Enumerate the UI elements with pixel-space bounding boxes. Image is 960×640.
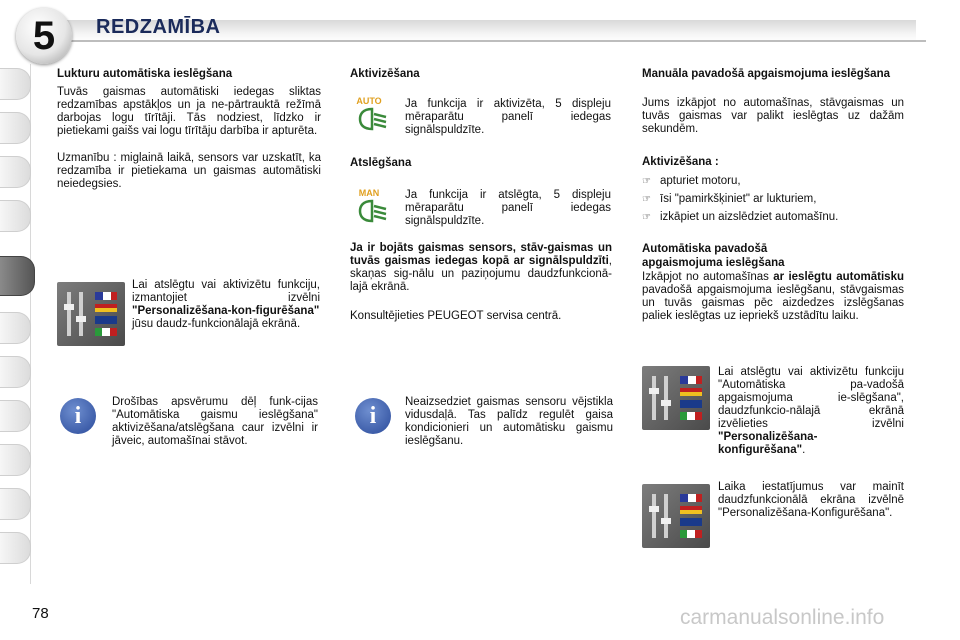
activation-step-3 [642, 211, 910, 224]
hand-pointer-icon: ☞ [642, 176, 651, 187]
side-tab-1[interactable] [0, 68, 31, 100]
man-label: MAN [358, 188, 380, 198]
menu-note-col1-menu-name: "Personalizēšana-kon-figurēšana" [132, 305, 320, 317]
menu-note-col1-tail: jūsu daudz-funkcionālajā ekrānā. [132, 318, 301, 330]
auto-follow-me-heading: Automātiska pavadošā apgaismojuma ieslēgšana [642, 243, 785, 269]
side-tab-6[interactable] [0, 312, 31, 344]
deactivation-text: Ja funkcija ir atslēgta, 5 displeju mēraparātu panelī iedegas signālspuldzīte. [405, 189, 611, 227]
side-tab-3[interactable] [0, 156, 31, 188]
side-tab-11[interactable] [0, 532, 31, 564]
deactivation-heading: Atslēgšana [350, 157, 412, 169]
side-tab-7[interactable] [0, 356, 31, 388]
man-lamp-indicator [352, 188, 396, 232]
manual-follow-me-heading: Manuāla pavadošā apgaismojuma ieslēgšana [642, 68, 890, 80]
auto-lights-heading: Lukturu automātiska ieslēgšana [57, 68, 233, 80]
activation-step-2 [642, 193, 910, 206]
sensor-fault-tail: , skaņas sig-nālu un paziņojumu daudzfunkcionā-lajā ekrānā. [350, 255, 612, 293]
manual-follow-me-paragraph: Jums izkāpjot no automašīnas, stāvgaismas un tuvās gaismas var palikt ieslēgtas uz dažām sekundēm. [642, 97, 904, 135]
page-number: 78 [32, 605, 49, 622]
auto-lights-paragraph: Tuvās gaismas automātiski iedegas sliktas redzamības apstākļos un ja ne-pārtrauktā režīmā darbojas logu tīrītāji. Tās nodziest, līdzko ir pietiekami gaišs vai logu tīrītāju darbība ir apturēta. [57, 86, 321, 137]
info-icon: i [355, 398, 391, 434]
low-beam-green-icon [352, 106, 392, 132]
personalisation-menu-icon [642, 366, 710, 430]
sliders-flags-icon [642, 484, 710, 548]
chapter-badge: 5 [16, 8, 72, 64]
side-tab-10[interactable] [0, 488, 31, 520]
activation-step-1 [642, 175, 910, 188]
side-tab-9[interactable] [0, 444, 31, 476]
hand-pointer-icon: ☞ [642, 212, 651, 223]
side-tab-2[interactable] [0, 112, 31, 144]
safety-note: Drošības apsvērumu dēļ funk-cijas "Automātiska gaismu ieslēgšana" aktivizēšana/atslēgšana caur izvēlni ir jāveic, automašīnai stāvot. [112, 396, 318, 447]
sensor-fault-bold: Ja ir bojāts gaismas sensors, stāv-gaismas un tuvās gaismas iedegas kopā ar signālspuldzīti [350, 242, 612, 267]
fog-warning-paragraph: Uzmanību : miglainā laikā, sensors var uzskatīt, ka redzamība ir pietiekama un gaismas automātiski neiedegsies. [57, 152, 321, 190]
activation-step-1-text: apturiet motoru, [660, 175, 741, 187]
activation-steps-heading: Aktivizēšana : [642, 156, 719, 168]
menu-note-col1 [132, 279, 320, 331]
personalisation-menu-icon [57, 282, 125, 346]
menu-note-col1-text: Lai atslēgtu vai aktivizētu funkciju, izmantojiet izvēlni [132, 279, 320, 304]
activation-text: Ja funkcija ir aktivizēta, 5 displeju mēraparātu panelī iedegas signālspuldzīte. [405, 98, 611, 136]
info-icon: i [60, 398, 96, 434]
side-tab-8[interactable] [0, 400, 31, 432]
watermark: carmanualsonline.info [680, 606, 885, 629]
auto-follow-me-tail: pavadošā apgaismojuma ieslēgšanu, stāvgaismas un tuvās gaismas pēc aizdedzes izslēgšanas paliek ieslēgtas uz iepriekš uzstādītu laiku. [642, 284, 904, 322]
menu-note-col3-text: Lai atslēgtu vai aktivizētu funkciju "Automātiska pa-vadošā apgaismojuma ie-slēgšana", daudzfunkcio-nālajā ekrānā izvēlieties izvēlni [718, 366, 904, 430]
auto-follow-me-bold: ar ieslēgtu automātisku [773, 271, 904, 283]
menu-note-col3 [718, 366, 904, 457]
hand-pointer-icon: ☞ [642, 194, 651, 205]
auto-follow-me-text: Izkāpjot no automašīnas [642, 271, 774, 283]
sensor-fault-paragraph [350, 242, 612, 294]
menu-note-col3-menu-name: "Personalizēšana-konfigurēšana" [718, 431, 818, 456]
page-title: REDZAMĪBA [96, 16, 221, 38]
activation-step-3-text: izkāpiet un aizslēdziet automašīnu. [660, 211, 839, 223]
activation-heading: Aktivizēšana [350, 68, 420, 80]
activation-step-2-text: īsi "pamirkšķiniet" ar lukturiem, [660, 193, 817, 205]
auto-lamp-indicator [352, 96, 396, 140]
sliders-flags-icon [57, 282, 125, 346]
low-beam-green-icon [352, 198, 392, 224]
sensor-note: Neaizsedziet gaismas sensoru vējstikla vidusdaļā. Tas palīdz regulēt gaisa kondicionieri un automātisku gaismu ieslēgšanu. [405, 396, 613, 447]
personalisation-menu-icon [642, 484, 710, 548]
side-tab-5-active[interactable] [0, 256, 35, 296]
side-tab-4[interactable] [0, 200, 31, 232]
auto-follow-me-paragraph [642, 271, 904, 323]
header-rule [56, 40, 926, 42]
sliders-flags-icon [642, 366, 710, 430]
auto-label: AUTO [356, 96, 382, 106]
consult-paragraph: Konsultējieties PEUGEOT servisa centrā. [350, 310, 562, 322]
menu-note-col3-tail: . [802, 444, 806, 456]
time-setting-note: Laika iestatījumus var mainīt daudzfunkcionālā ekrāna izvēlnē "Personalizēšana-Konfigurēšana". [718, 481, 904, 519]
